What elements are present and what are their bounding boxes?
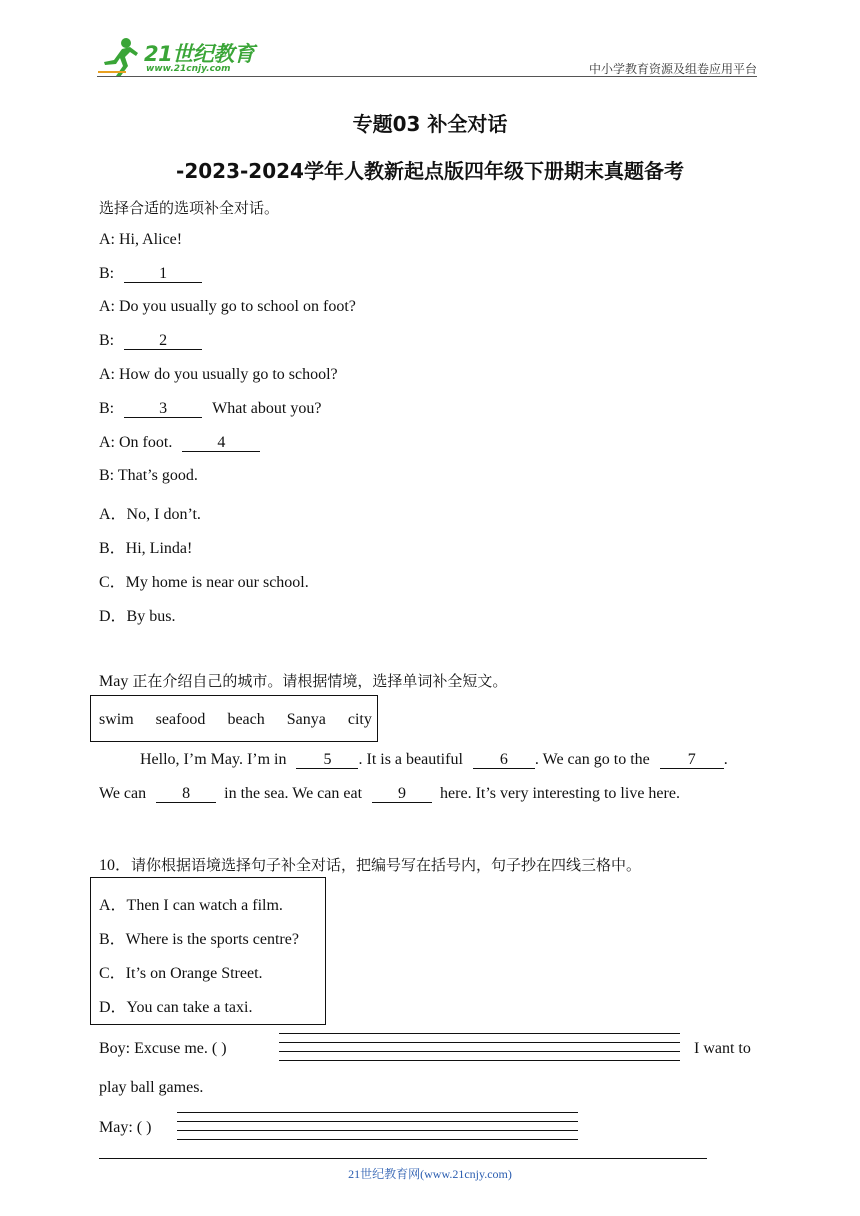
dialogue-line: A: Do you usually go to school on foot? [99, 298, 356, 315]
grid-line [177, 1112, 578, 1113]
option-item: B．Where is the sports centre? [99, 931, 299, 948]
speaker: A: On foot. [99, 434, 173, 451]
word-item: beach [227, 711, 265, 728]
grid-line [279, 1033, 680, 1034]
passage-text: . [723, 751, 728, 768]
option-item: D．You can take a taxi. [99, 999, 253, 1016]
header-divider [97, 76, 757, 77]
may-line: May: ( ) [99, 1119, 152, 1136]
answer-blank[interactable]: 4 [182, 435, 260, 452]
speaker: B: [99, 265, 115, 282]
answer-blank[interactable]: 6 [473, 752, 535, 769]
speaker: B: [99, 400, 115, 417]
dialogue-line [99, 400, 321, 418]
word-item: Sanya [286, 711, 326, 728]
instruction-en: May [99, 673, 129, 690]
footer-link[interactable]: 21世纪教育网(www.21cnjy.com) [348, 1167, 512, 1181]
word-item: swim [99, 711, 134, 728]
instruction-cn: 请你根据语境选择句子补全对话，把编号写在括号内，句子抄在四线三格中。 [131, 856, 642, 874]
option-item: A．No, I don’t. [99, 506, 201, 523]
passage-line [140, 751, 728, 769]
word-bank-words [99, 711, 372, 729]
passage-text: Hello, I’m May. I’m in [140, 751, 287, 768]
footer-divider [99, 1158, 707, 1159]
running-man-icon [96, 36, 144, 78]
answer-blank[interactable]: 2 [124, 333, 202, 350]
option-item: B．Hi, Linda! [99, 540, 193, 557]
dialogue-line [99, 332, 202, 350]
boy-line: Boy: Excuse me. ( ) [99, 1040, 227, 1057]
boy-line-end: I want to [694, 1040, 751, 1057]
word-item: seafood [155, 711, 206, 728]
dialogue-line: A: Hi, Alice! [99, 231, 183, 248]
dialogue-line [99, 265, 202, 283]
section2-instruction [99, 670, 507, 691]
question-number: 10． [99, 857, 132, 874]
logo-url: www.21cnjy.com [146, 64, 231, 74]
grid-line [177, 1130, 578, 1131]
answer-blank[interactable]: 3 [124, 401, 202, 418]
passage-text: We can [99, 785, 147, 802]
boy-line-cont: play ball games. [99, 1079, 204, 1096]
page-subtitle: -2023-2024学年人教新起点版四年级下册期末真题备考 [176, 159, 684, 183]
speaker: B: [99, 332, 115, 349]
dialogue-line [99, 434, 260, 452]
section3-instruction [99, 852, 641, 875]
grid-line [177, 1121, 578, 1122]
option-item: D．By bus. [99, 608, 176, 625]
answer-blank[interactable]: 8 [156, 786, 216, 803]
option-item: A．Then I can watch a film. [99, 897, 283, 914]
passage-text: in the sea. We can eat [224, 785, 363, 802]
passage-line [99, 785, 680, 803]
dialogue-line: B: That’s good. [99, 467, 198, 484]
grid-line [177, 1139, 578, 1140]
instruction-cn: 正在介绍自己的城市。请根据情境，选择单词补全短文。 [132, 672, 508, 690]
dialogue-line: A: How do you usually go to school? [99, 366, 338, 383]
dialogue-text: What about you? [212, 400, 322, 417]
answer-blank[interactable]: 7 [660, 752, 724, 769]
grid-line [279, 1060, 680, 1061]
answer-blank[interactable]: 5 [296, 752, 358, 769]
logo-text: 21世纪教育 [144, 42, 255, 66]
section1-instruction: 选择合适的选项补全对话。 [99, 199, 280, 217]
logo [96, 36, 266, 80]
grid-line [279, 1042, 680, 1043]
grid-line [279, 1051, 680, 1052]
answer-blank[interactable]: 9 [372, 786, 432, 803]
passage-text: . We can go to the [534, 751, 650, 768]
option-item: C．It’s on Orange Street. [99, 965, 263, 982]
passage-text: here. It’s very interesting to live here. [440, 785, 680, 802]
word-item: city [347, 711, 372, 728]
passage-text: . It is a beautiful [358, 751, 463, 768]
page-title: 专题03 补全对话 [352, 112, 508, 136]
site-name: 中小学教育资源及组卷应用平台 [588, 62, 757, 76]
answer-blank[interactable]: 1 [124, 266, 202, 283]
option-item: C．My home is near our school. [99, 574, 309, 591]
